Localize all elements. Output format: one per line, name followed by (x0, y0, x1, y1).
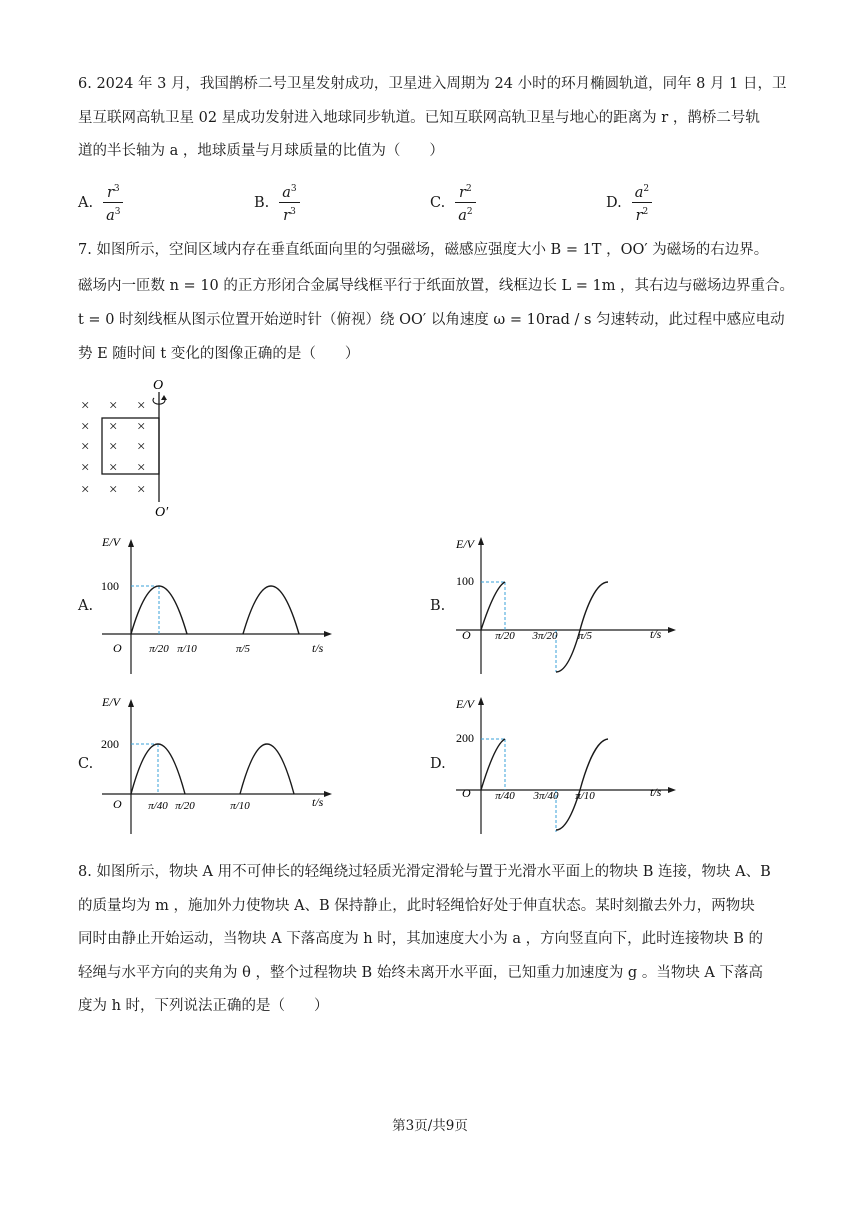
field-cross-mark: × (81, 482, 90, 498)
field-cross-mark: × (137, 398, 146, 414)
q6-option-a (78, 180, 123, 225)
graph-b (450, 532, 680, 682)
q6-option-b (254, 180, 300, 225)
graph-c-label: C. (78, 756, 94, 772)
tick-1-label: π/40 (495, 790, 515, 802)
peak-label: 100 (101, 579, 119, 593)
x-axis-label: t/s (650, 627, 662, 641)
tick-2-label: 3π/40 (533, 790, 559, 802)
q6-option-d (606, 180, 652, 225)
peak-label: 200 (101, 737, 119, 751)
field-cross-mark: × (81, 398, 90, 414)
field-cross-mark: × (109, 439, 118, 455)
option-label: C. (430, 194, 446, 211)
q6-line-3: 道的半长轴为 a ，地球质量与月球质量的比值为（ ） (78, 143, 444, 159)
field-cross-mark: × (81, 460, 90, 476)
q7-line-1: 7. 如图所示，空间区域内存在垂直纸面向里的匀强磁场，磁感应强度大小 B = 1T ，OO′ 为磁场的右边界。 (78, 242, 769, 258)
field-cross-mark: × (137, 482, 146, 498)
field-cross-mark: × (109, 398, 118, 414)
y-axis-label: E/V (102, 695, 120, 709)
x-axis-label: t/s (312, 641, 324, 655)
tick-1-label: π/20 (495, 630, 515, 642)
x-axis-label: t/s (312, 795, 324, 809)
tick-3-label: π/10 (230, 800, 250, 812)
graph-c (96, 692, 336, 842)
q8-line-2: 的质量均为 m ，施加外力使物块 A、B 保持静止，此时轻绳恰好处于伸直状态。某时刻撤去外力，两物块 (78, 898, 755, 914)
q8-line-3: 同时由静止开始运动，当物块 A 下落高度为 h 时，其加速度大小为 a ，方向竖直向下，此时连接物块 B 的 (78, 931, 763, 947)
axis-bottom-label: O′ (155, 505, 169, 520)
tick-1-label: π/40 (148, 800, 168, 812)
q7-line-2: 磁场内一匝数 n = 10 的正方形闭合金属导线框平行于纸面放置，线框边长 L = 1m ，其右边与磁场边界重合。 (78, 278, 795, 294)
field-crosses (81, 398, 145, 498)
field-cross-mark: × (109, 482, 118, 498)
tick-2-label: π/20 (175, 800, 195, 812)
q7-line-3: t = 0 时刻线框从图示位置开始逆时针（俯视）绕 OO′ 以角速度 ω = 10rad / s 匀速转动，此过程中感应电动 (78, 312, 785, 328)
tick-3-label: π/10 (575, 790, 595, 802)
field-cross-mark: × (109, 460, 118, 476)
graph-a (96, 532, 336, 682)
y-axis-label: E/V (102, 535, 120, 549)
field-cross-mark: × (109, 419, 118, 435)
graph-a-label: A. (78, 598, 94, 614)
q6-line-1: 6. 2024 年 3 月，我国鹊桥二号卫星发射成功，卫星进入周期为 24 小时的环月椭圆轨道，同年 8 月 1 日，卫 (78, 76, 787, 92)
field-cross-mark: × (137, 460, 146, 476)
option-fraction: $\frac{r^3}{a^3}$ (103, 180, 123, 225)
option-label: D. (606, 194, 622, 211)
y-axis-label: E/V (456, 697, 474, 711)
q6-line-2: 星互联网高轨卫星 02 星成功发射进入地球同步轨道。已知互联网高轨卫星与地心的距离为 r ，鹊桥二号轨 (78, 110, 760, 126)
origin-label: O (113, 641, 122, 655)
option-fraction: $\frac{r^2}{a^2}$ (455, 180, 475, 225)
option-fraction: $\frac{a^3}{r^3}$ (279, 180, 299, 225)
tick-2-label: 3π/20 (532, 630, 558, 642)
peak-label: 200 (456, 731, 474, 745)
graph-b-label: B. (430, 598, 446, 614)
curve-hump-2 (243, 586, 299, 634)
peak-label: 100 (456, 574, 474, 588)
option-fraction: $\frac{a^2}{r^2}$ (632, 180, 652, 225)
origin-label: O (462, 628, 471, 642)
field-cross-mark: × (81, 419, 90, 435)
q8-line-1: 8. 如图所示，物块 A 用不可伸长的轻绳绕过轻质光滑定滑轮与置于光滑水平面上的物块 B 连接，物块 A、B (78, 864, 771, 880)
q7-line-4: 势 E 随时间 t 变化的图像正确的是（ ） (78, 346, 360, 362)
q6-option-c (430, 180, 476, 225)
tick-3-label: π/5 (577, 630, 593, 642)
tick-3-label: π/5 (235, 643, 251, 655)
origin-label: O (113, 797, 122, 811)
x-axis-label: t/s (650, 785, 662, 799)
curve-wave (556, 582, 608, 672)
page-footer: 第3页/共9页 (392, 1118, 468, 1134)
field-cross-mark: × (137, 439, 146, 455)
field-cross-mark: × (137, 419, 146, 435)
q8-line-5: 度为 h 时，下列说法正确的是（ ） (78, 998, 329, 1014)
curve-rise (481, 739, 505, 790)
graph-d-label: D. (430, 756, 446, 772)
y-axis-label: E/V (456, 537, 474, 551)
graph-d (450, 692, 680, 842)
tick-1-label: π/20 (149, 643, 169, 655)
option-label: B. (254, 194, 270, 211)
axis-top-label: O (153, 378, 164, 393)
curve-rise (481, 582, 505, 630)
field-cross-mark: × (81, 439, 90, 455)
curve-wave (556, 739, 608, 830)
magnetic-field-figure (70, 378, 200, 526)
option-label: A. (78, 194, 94, 211)
q8-line-4: 轻绳与水平方向的夹角为 θ ，整个过程物块 B 始终未离开水平面，已知重力加速度为 g 。当物块 A 下落高 (78, 965, 764, 981)
tick-2-label: π/10 (177, 643, 197, 655)
origin-label: O (462, 786, 471, 800)
curve-hump-2 (240, 744, 294, 794)
